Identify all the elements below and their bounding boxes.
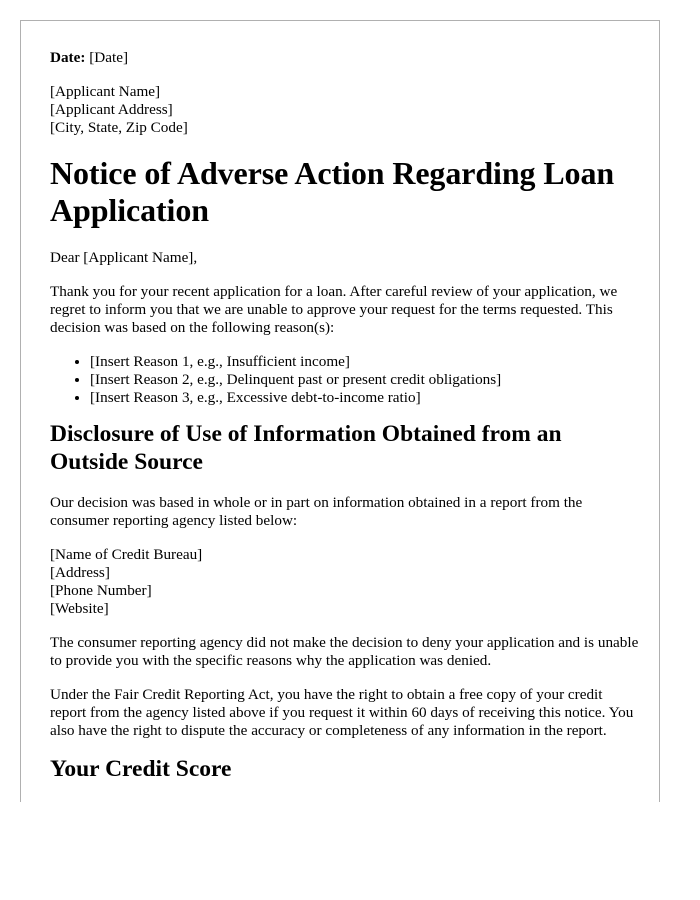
reasons-list	[50, 353, 640, 407]
date-line	[50, 49, 640, 67]
bureau-name: [Name of Credit Bureau]	[50, 546, 203, 563]
letter-page	[20, 20, 660, 802]
applicant-name: [Applicant Name]	[50, 83, 161, 100]
reason-item: • [Insert Reason 2, e.g., Delinquent past or present credit obligations]	[90, 371, 640, 389]
reason-item: • [Insert Reason 3, e.g., Excessive debt-to-income ratio]	[90, 389, 640, 407]
letter-content	[50, 49, 640, 802]
bureau-address: [Address]	[50, 564, 110, 581]
agency-note-paragraph: The consumer reporting agency did not make the decision to deny your application and is unable to provide you with the specific reasons why the application was denied.	[50, 634, 639, 669]
disclosure-heading: Disclosure of Use of Information Obtained from an Outside Source	[50, 421, 562, 475]
letter-title: Notice of Adverse Action Regarding Loan Application	[50, 155, 615, 228]
disclosure-paragraph: Our decision was based in whole or in part on information obtained in a report from the consumer reporting agency listed below:	[50, 494, 583, 529]
date-value: [Date]	[89, 49, 129, 66]
fcra-paragraph: Under the Fair Credit Reporting Act, you have the right to obtain a free copy of your credit report from the agency listed above if you request it within 60 days of receiving this notice. You also have the right to dispute the accuracy or completeness of any information in the report.	[50, 686, 634, 739]
intro-paragraph: Thank you for your recent application for a loan. After careful review of your application, we regret to inform you that we are unable to approve your request for the terms requested. This decision was based on the following reason(s):	[50, 283, 618, 336]
applicant-address-block	[50, 83, 640, 137]
date-label: Date:	[50, 49, 86, 66]
bureau-website: [Website]	[50, 600, 109, 617]
credit-bureau-block	[50, 546, 640, 618]
bureau-phone: [Phone Number]	[50, 582, 152, 599]
reason-item: • [Insert Reason 1, e.g., Insufficient income]	[90, 353, 640, 371]
credit-score-heading: Your Credit Score	[50, 756, 232, 782]
applicant-city-state-zip: [City, State, Zip Code]	[50, 119, 188, 136]
applicant-address: [Applicant Address]	[50, 101, 173, 118]
salutation: Dear [Applicant Name],	[50, 249, 198, 266]
